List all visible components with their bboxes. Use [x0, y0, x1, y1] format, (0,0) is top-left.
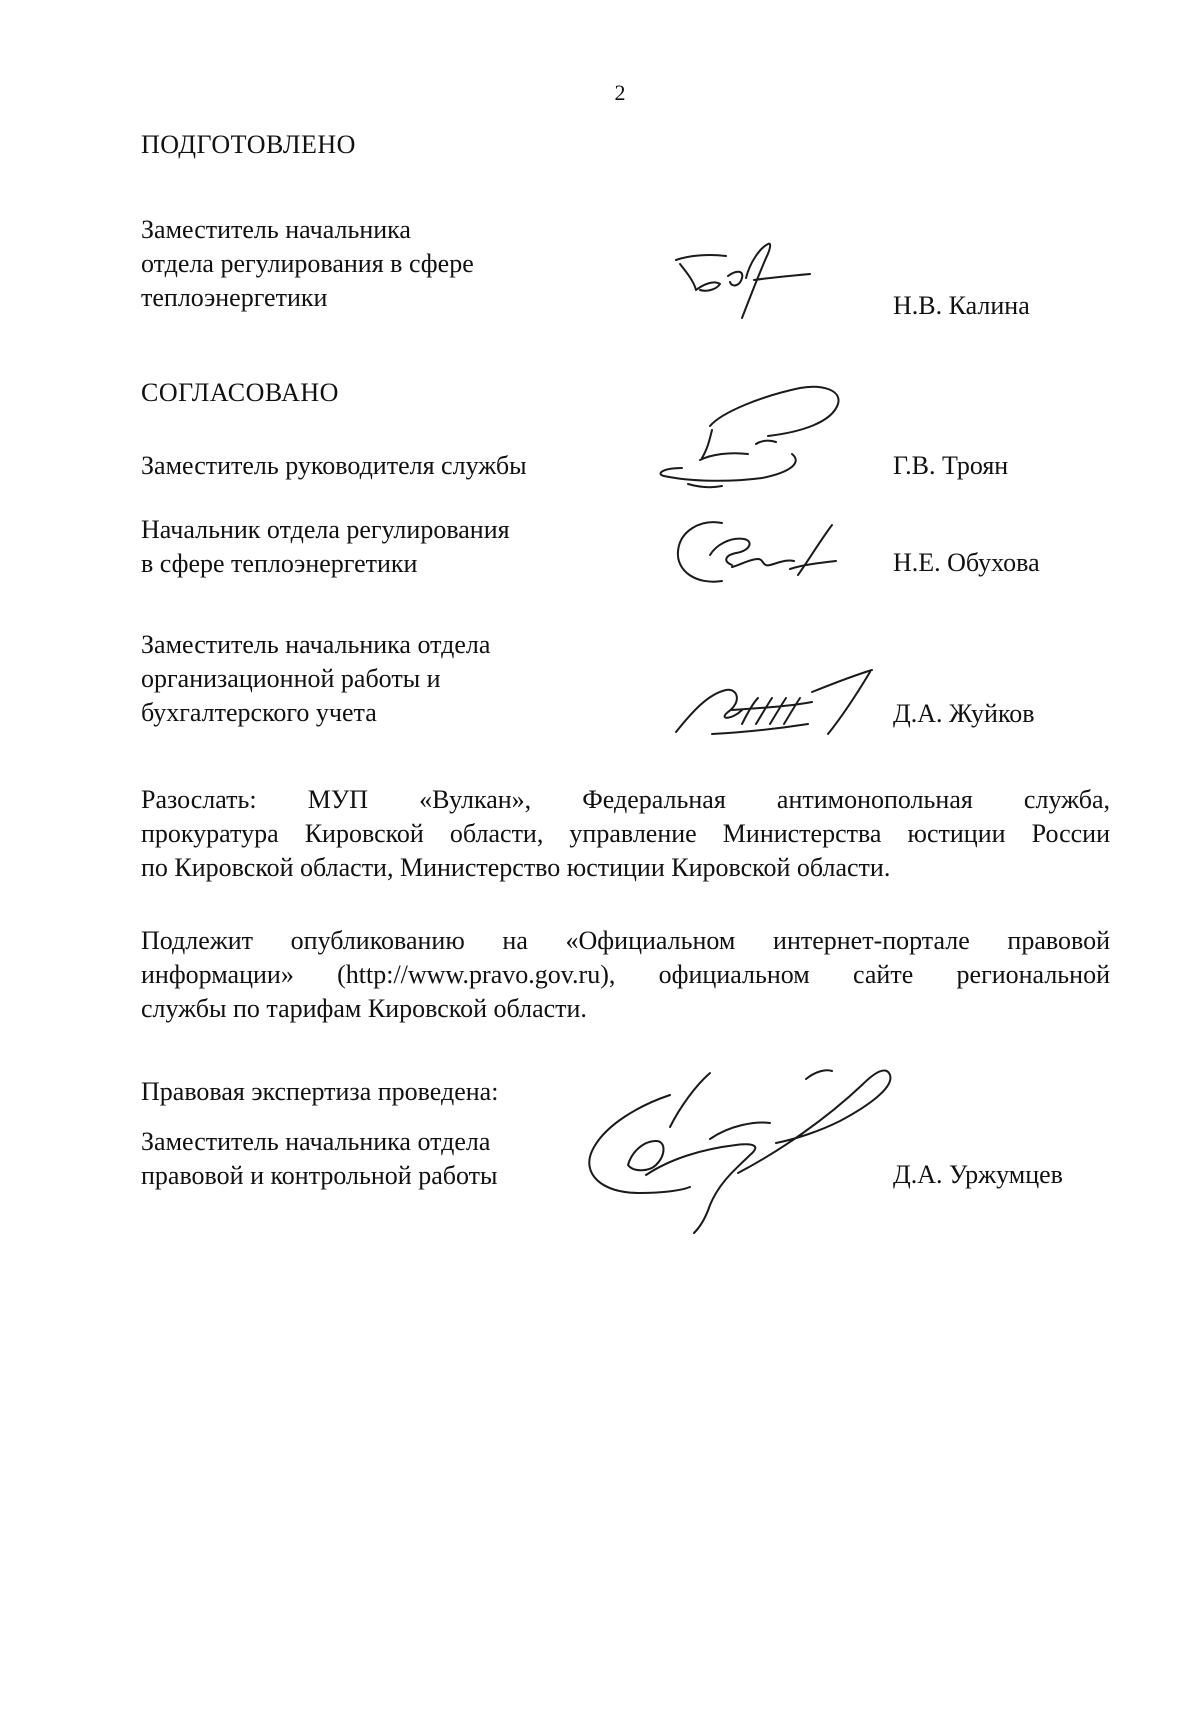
legal-review-position-line: Заместитель начальника отдела	[141, 1127, 491, 1156]
prepared-position-line: отдела регулирования в сфере	[141, 249, 474, 278]
publication-paragraph	[141, 924, 1110, 1026]
approved-signer-1-position	[141, 449, 527, 483]
signature-zhuykov	[672, 662, 882, 742]
signature-urzhumtsev	[570, 1055, 920, 1235]
distribution-line: Разослать: МУП «Вулкан», Федеральная антимонопольная служба,	[141, 785, 1110, 814]
approved-position-line: Заместитель руководителя службы	[141, 451, 527, 480]
legal-review-position-line: правовой и контрольной работы	[141, 1161, 498, 1190]
distribution-paragraph	[141, 783, 1110, 885]
approved-signer-3-name: Д.А. Жуйков	[893, 699, 1035, 728]
approved-position-line: Начальник отдела регулирования	[141, 515, 510, 544]
page-number: 2	[614, 80, 626, 105]
prepared-heading: ПОДГОТОВЛЕНО	[141, 130, 356, 159]
approved-position-line: в сфере теплоэнергетики	[141, 549, 418, 578]
approved-signer-3-position	[141, 628, 490, 730]
approved-signer-2-position	[141, 513, 510, 581]
legal-review-signer-name: Д.А. Уржумцев	[893, 1160, 1063, 1189]
approved-position-line: бухгалтерского учета	[141, 698, 377, 727]
prepared-signer-name: Н.В. Калина	[893, 291, 1030, 320]
approved-heading: СОГЛАСОВАНО	[141, 378, 339, 407]
prepared-position-line: Заместитель начальника	[141, 215, 411, 244]
distribution-line: прокуратура Кировской области, управление Министерства юстиции России	[141, 819, 1110, 848]
publication-line: информации» (http://www.pravo.gov.ru), официальном сайте региональной	[141, 960, 1110, 989]
prepared-position-line: теплоэнергетики	[141, 283, 328, 312]
signature-obukhova	[670, 515, 850, 595]
publication-line: службы по тарифам Кировской области.	[141, 994, 587, 1023]
legal-review-position	[141, 1125, 497, 1193]
signature-troyan	[652, 382, 862, 517]
signature-kalina	[670, 240, 820, 330]
approved-signer-1-name: Г.В. Троян	[893, 451, 1009, 480]
prepared-position	[141, 213, 474, 315]
approved-position-line: Заместитель начальника отдела	[141, 630, 491, 659]
legal-review-heading: Правовая экспертиза проведена:	[141, 1077, 499, 1106]
publication-line: Подлежит опубликованию на «Официальном интернет-портале правовой	[141, 926, 1110, 955]
approved-position-line: организационной работы и	[141, 664, 441, 693]
approved-signer-2-name: Н.Е. Обухова	[893, 548, 1040, 577]
distribution-line: по Кировской области, Министерство юстиции Кировской области.	[141, 853, 891, 882]
